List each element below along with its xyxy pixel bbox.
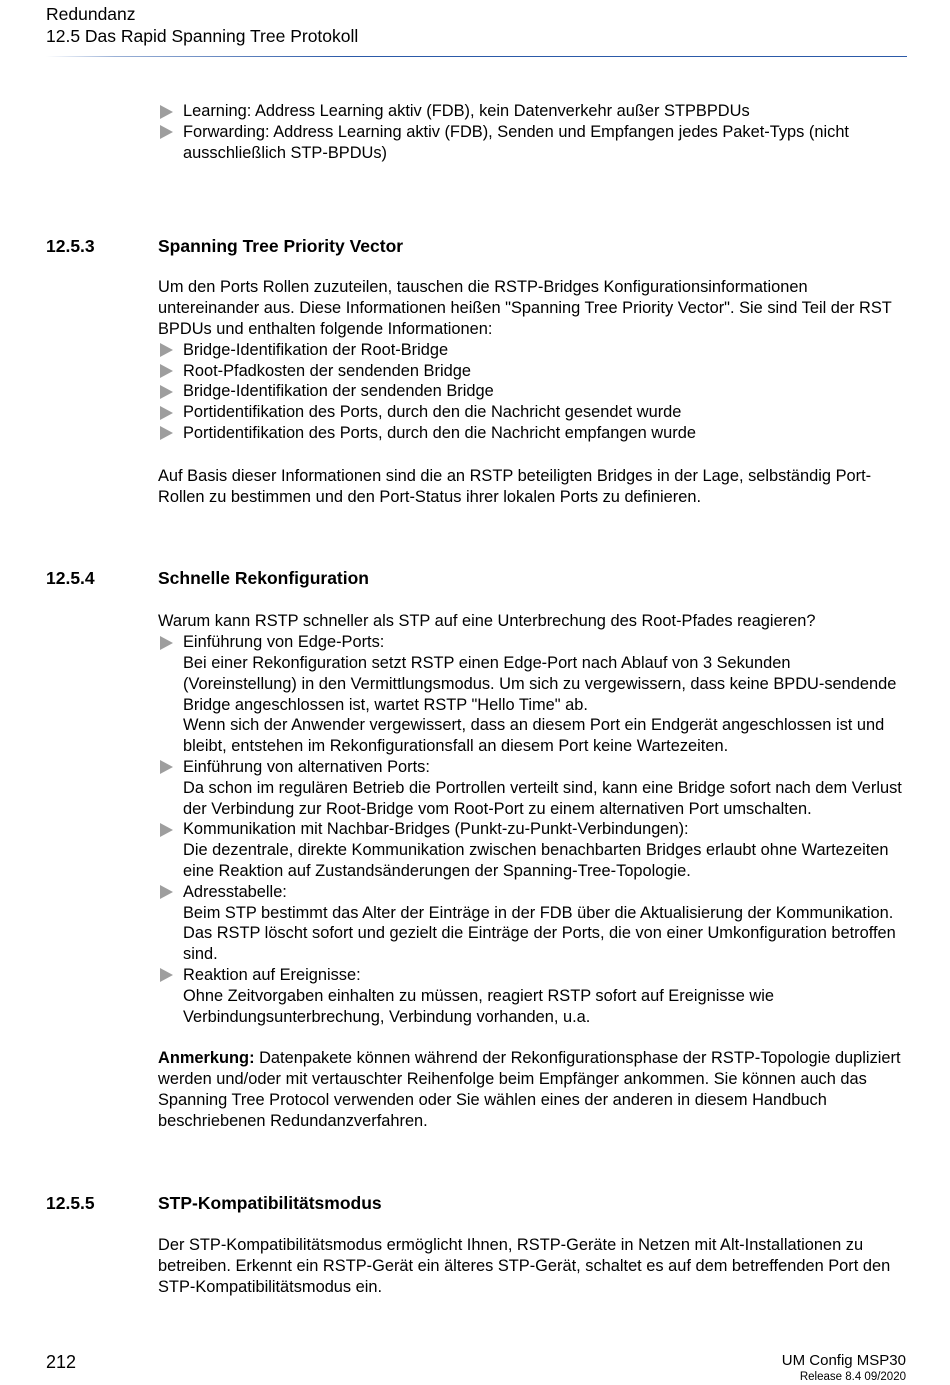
item-text: Die dezentrale, direkte Kommunikation zwischen benachbarten Bridges erlaubt ohne Wartezeiten eine Reaktion auf Zustandsänderungen der Spanning-Tree-Topologie.: [183, 841, 889, 880]
item-text: Beim STP bestimmt das Alter der Einträge in der FDB über die Aktualisierung der Kommunikation. Das RSTP löscht sofort und gezielt die Einträge der Ports, die von einer Umkonfiguration betroffen sind.: [183, 903, 896, 964]
list-item: [158, 632, 908, 757]
list-item: Portidentifikation des Ports, durch den die Nachricht gesendet wurde: [158, 402, 908, 423]
list-item: Bridge-Identifikation der sendenden Bridge: [158, 381, 908, 402]
list-item: Root-Pfadkosten der sendenden Bridge: [158, 361, 908, 382]
section-intro: Warum kann RSTP schneller als STP auf eine Unterbrechung des Root-Pfades reagieren?: [158, 612, 816, 631]
list-item: [158, 882, 908, 965]
section-number: 12.5.3: [46, 236, 95, 257]
header-chapter: Redundanz: [46, 4, 136, 24]
section-heading-12-5-5: [46, 1192, 908, 1214]
triangle-bullet-icon: [160, 364, 173, 378]
section-number: 12.5.5: [46, 1193, 95, 1214]
triangle-bullet-icon: [160, 343, 173, 357]
section-heading-12-5-4: [46, 567, 908, 589]
footer-doc-title: UM Config MSP30: [781, 1352, 906, 1369]
triangle-bullet-icon: [160, 636, 173, 650]
list-item: Learning: Address Learning aktiv (FDB), kein Datenverkehr außer STPBPDUs: [158, 101, 908, 122]
item-text: Bei einer Rekonfiguration setzt RSTP einen Edge-Port nach Ablauf von 3 Sekunden (Voreinstellung) in den Vermittlungsmodus. Um sich zu vergewissern, dass keine BPDU-sendende Bridge angeschlossen ist, wartet RSTP "Hello Time" ab.: [183, 653, 897, 714]
section-title: STP-Kompatibilitätsmodus: [158, 1193, 382, 1214]
item-text: Da schon im regulären Betrieb die Portrollen verteilt sind, kann eine Bridge sofort nach dem Verlust der Verbindung zur Root-Bridge vom Root-Port zu einem alternativen Port umschalten.: [183, 778, 902, 818]
note-label: Anmerkung:: [158, 1049, 255, 1068]
page-header: [46, 3, 906, 47]
item-title: Reaktion auf Ereignisse:: [183, 965, 361, 984]
item-title: Einführung von alternativen Ports:: [183, 757, 430, 776]
page-number: 212: [46, 1352, 77, 1372]
item-title: Adresstabelle:: [183, 882, 287, 901]
list-item: Forwarding: Address Learning aktiv (FDB), Senden und Empfangen jedes Paket-Typs (nicht ausschließlich STP-BPDUs): [158, 122, 908, 164]
item-title: Einführung von Edge-Ports:: [183, 633, 385, 652]
footer-doc-info: [782, 1352, 906, 1385]
triangle-bullet-icon: [160, 968, 173, 982]
triangle-bullet-icon: [160, 406, 173, 420]
header-section: 12.5 Das Rapid Spanning Tree Protokoll: [46, 26, 359, 46]
triangle-bullet-icon: [160, 105, 173, 119]
section-heading-12-5-3: [46, 235, 908, 257]
triangle-bullet-icon: [160, 385, 173, 399]
list-item: Bridge-Identifikation der Root-Bridge: [158, 340, 908, 361]
list-item: [158, 757, 908, 819]
section-intro: Um den Ports Rollen zuzuteilen, tauschen die RSTP-Bridges Konfigurationsinformationen untereinander aus. Diese Informationen heißen "Spanning Tree Priority Vector". Sie sind Teil der RST BPDUs und enthalten folgende Informationen:: [158, 278, 892, 338]
section-intro: Der STP-Kompatibilitätsmodus ermöglicht Ihnen, RSTP-Geräte in Netzen mit Alt-Installationen zu betreiben. Erkennt ein RSTP-Gerät ein älteres STP-Gerät, schaltet es auf dem betreffenden Port den STP-Kompatibilitätsmodus ein.: [158, 1236, 891, 1297]
note-text: Datenpakete können während der Rekonfigurationsphase der RSTP-Topologie dupliziert werden und/oder mit vertauschter Reihenfolge beim Empfänger ankommen. Sie können auch das Spanning Tree Protocol verwenden oder Sie wählen eines der anderen in diesem Handbuch beschriebenen Redundanzverfahren.: [158, 1049, 901, 1130]
header-rule: [46, 56, 907, 57]
triangle-bullet-icon: [160, 125, 173, 139]
triangle-bullet-icon: [160, 760, 173, 774]
intro-bullet-list: [158, 101, 908, 163]
footer-release: Release 8.4 09/2020: [799, 1371, 906, 1383]
item-text: Ohne Zeitvorgaben einhalten zu müssen, reagiert RSTP sofort auf Ereignisse wie Verbindungsunterbrechung, Verbindung vorhanden, u.a.: [183, 986, 774, 1026]
item-title: Kommunikation mit Nachbar-Bridges (Punkt-zu-Punkt-Verbindungen):: [183, 820, 689, 839]
reconfiguration-list: [158, 632, 908, 1027]
section-number: 12.5.4: [46, 568, 95, 589]
section-title: Schnelle Rekonfiguration: [158, 568, 369, 589]
triangle-bullet-icon: [160, 823, 173, 837]
section-title: Spanning Tree Priority Vector: [158, 236, 404, 257]
triangle-bullet-icon: [160, 885, 173, 899]
page-content: [46, 101, 908, 1298]
triangle-bullet-icon: [160, 426, 173, 440]
section-closing: Auf Basis dieser Informationen sind die an RSTP beteiligten Bridges in der Lage, selbständig Port-Rollen zu bestimmen und den Port-Status ihrer lokalen Ports zu definieren.: [158, 466, 872, 506]
list-item: [158, 965, 908, 1027]
item-text: Wenn sich der Anwender vergewissert, dass an diesem Port ein Endgerät angeschlossen ist und bleibt, entstehen im Rekonfigurationsfall an diesem Port keine Wartezeiten.: [183, 716, 885, 756]
priority-vector-list: [158, 340, 908, 444]
list-item: Portidentifikation des Ports, durch den die Nachricht empfangen wurde: [158, 423, 908, 444]
list-item: [158, 819, 908, 881]
note-paragraph: [158, 1048, 908, 1131]
